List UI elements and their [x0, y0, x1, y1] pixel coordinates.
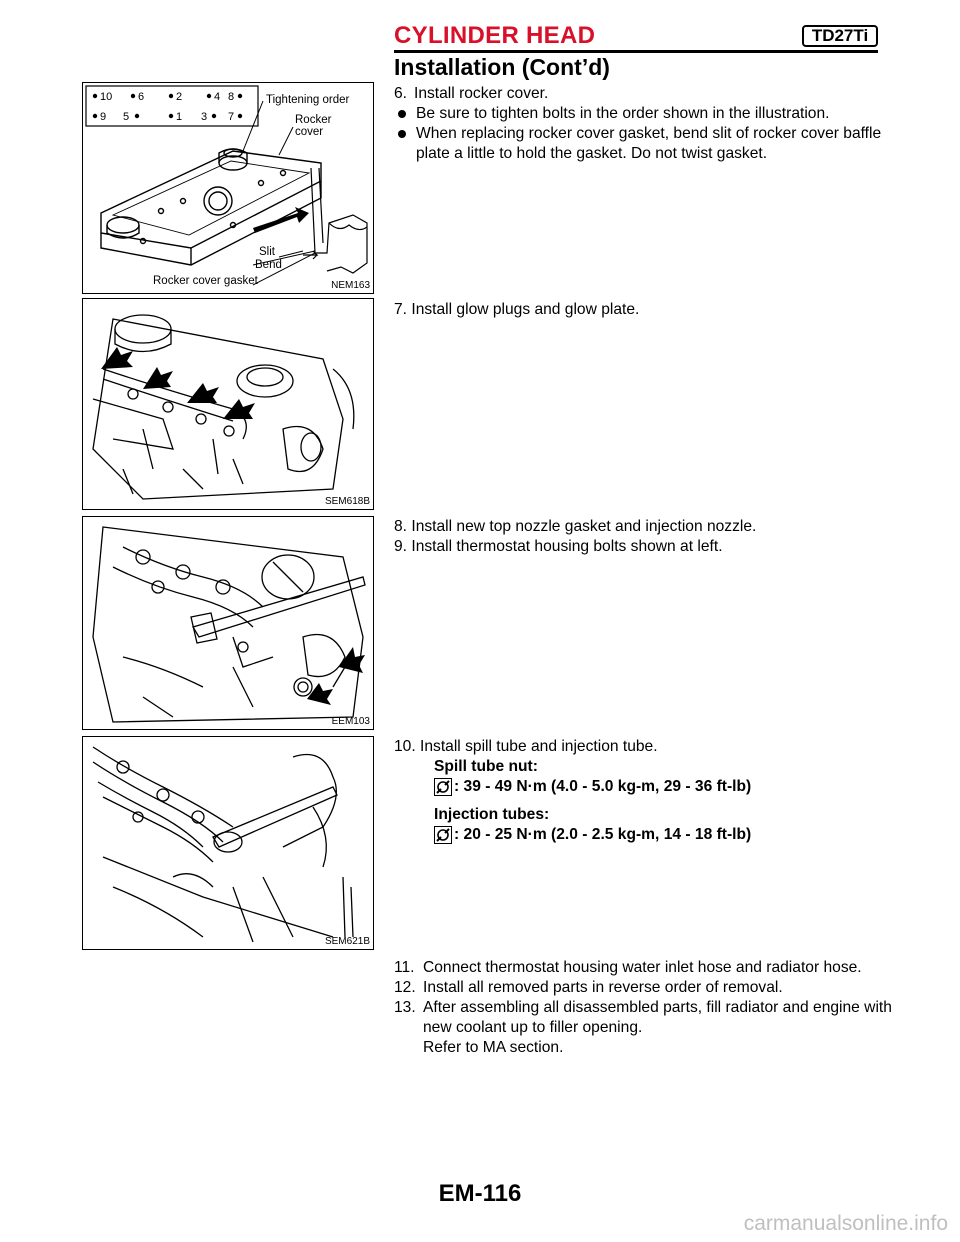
step-text: Install glow plugs and glow plate. — [411, 301, 640, 318]
spec-injection-tubes-label: Injection tubes: — [434, 806, 550, 823]
seq-num: 1 — [176, 111, 183, 123]
section-title: CYLINDER HEAD — [394, 22, 596, 49]
step-number: 11. — [394, 959, 415, 976]
watermark: carmanualsonline.info — [743, 1212, 948, 1235]
figure-glow-plugs — [82, 298, 374, 510]
step-7-block — [394, 300, 894, 320]
bullet-item — [394, 104, 894, 124]
header-rule — [394, 50, 878, 53]
figure-thermostat-housing — [82, 516, 374, 730]
seq-num: 5 — [123, 111, 130, 123]
model-badge: TD27Ti — [802, 25, 878, 47]
injection-tube-illustration — [83, 737, 374, 950]
figure-code: SEM618B — [324, 496, 370, 507]
seq-num: 2 — [176, 91, 183, 103]
bullet-dot-icon — [398, 110, 406, 118]
step-11 — [394, 958, 894, 978]
spec-text: : 39 - 49 N·m (4.0 - 5.0 kg-m, 29 - 36 ft-lb) — [454, 778, 752, 795]
step-number: 13. — [394, 999, 416, 1016]
glow-plug-illustration — [83, 299, 374, 510]
spec-spill-tube-value — [394, 777, 894, 797]
wrench-torque-icon — [434, 826, 452, 844]
step-text: Install spill tube and injection tube. — [420, 738, 658, 755]
label-rocker: Rocker — [295, 114, 332, 126]
figure-rocker-cover — [82, 82, 374, 294]
seq-num: 7 — [228, 111, 235, 123]
step-6 — [394, 84, 894, 104]
spec-spill-tube-label: Spill tube nut: — [434, 758, 538, 775]
figure-code: NEM163 — [331, 280, 370, 291]
label-slit: Slit — [259, 246, 275, 258]
label-tightening-order: Tightening order — [266, 94, 350, 106]
step-13-reference — [394, 1038, 894, 1058]
seq-num: 4 — [214, 91, 221, 103]
page-number: EM-116 — [438, 1180, 522, 1207]
label-bend: Bend — [255, 259, 282, 271]
bullet-text: Be sure to tighten bolts in the order shown in the illustration. — [416, 105, 830, 122]
spec-text: : 20 - 25 N·m (2.0 - 2.5 kg-m, 14 - 18 ft-lb) — [454, 826, 752, 843]
bullet-item — [394, 124, 894, 164]
bullet-dot-icon — [398, 130, 406, 138]
step-number: 12. — [394, 979, 416, 996]
label-gasket: Rocker cover gasket — [153, 275, 258, 287]
page-subtitle: Installation (Cont’d) — [394, 54, 610, 80]
step-text: Refer to MA section. — [423, 1039, 564, 1056]
step-13 — [394, 998, 894, 1038]
step-number: 8. — [394, 518, 408, 535]
step-11-13-block — [394, 958, 894, 1058]
step-text: After assembling all disassembled parts, fill radiator and engine with new coolant up to filler opening. — [423, 999, 892, 1036]
step-text: Install all removed parts in reverse order of removal. — [423, 979, 783, 996]
seq-num: 8 — [228, 91, 235, 103]
step-text: Install rocker cover. — [414, 85, 549, 102]
bullet-text: When replacing rocker cover gasket, bend slit of rocker cover baffle plate a little to hold the gasket. Do not twist gasket. — [416, 125, 882, 162]
step-number: 9. — [394, 538, 408, 555]
rocker-cover-illustration — [83, 83, 374, 294]
thermostat-housing-illustration — [83, 517, 374, 730]
step-text: Connect thermostat housing water inlet hose and radiator hose. — [423, 959, 862, 976]
step-10-block — [394, 737, 894, 845]
step-text: Install thermostat housing bolts shown at left. — [411, 538, 723, 555]
step-number: 7. — [394, 301, 408, 318]
figure-injection-tube — [82, 736, 374, 950]
seq-num: 9 — [100, 111, 107, 123]
step-8-9-block — [394, 517, 894, 557]
step-number: 6. — [394, 85, 408, 102]
step-number: 10. — [394, 738, 416, 755]
seq-num: 6 — [138, 91, 145, 103]
spec-injection-tubes-value — [394, 825, 894, 845]
step-7 — [394, 300, 894, 320]
figure-code: EEM103 — [331, 716, 370, 727]
step-9 — [394, 537, 894, 557]
step-8 — [394, 517, 894, 537]
step-12 — [394, 978, 894, 998]
step-10 — [394, 737, 894, 757]
label-cover: cover — [295, 126, 324, 138]
step-text: Install new top nozzle gasket and injection nozzle. — [411, 518, 757, 535]
wrench-torque-icon — [434, 778, 452, 796]
step-6-block — [394, 84, 894, 164]
seq-num: 10 — [100, 91, 113, 103]
seq-num: 3 — [201, 111, 208, 123]
figure-code: SEM621B — [324, 936, 370, 947]
